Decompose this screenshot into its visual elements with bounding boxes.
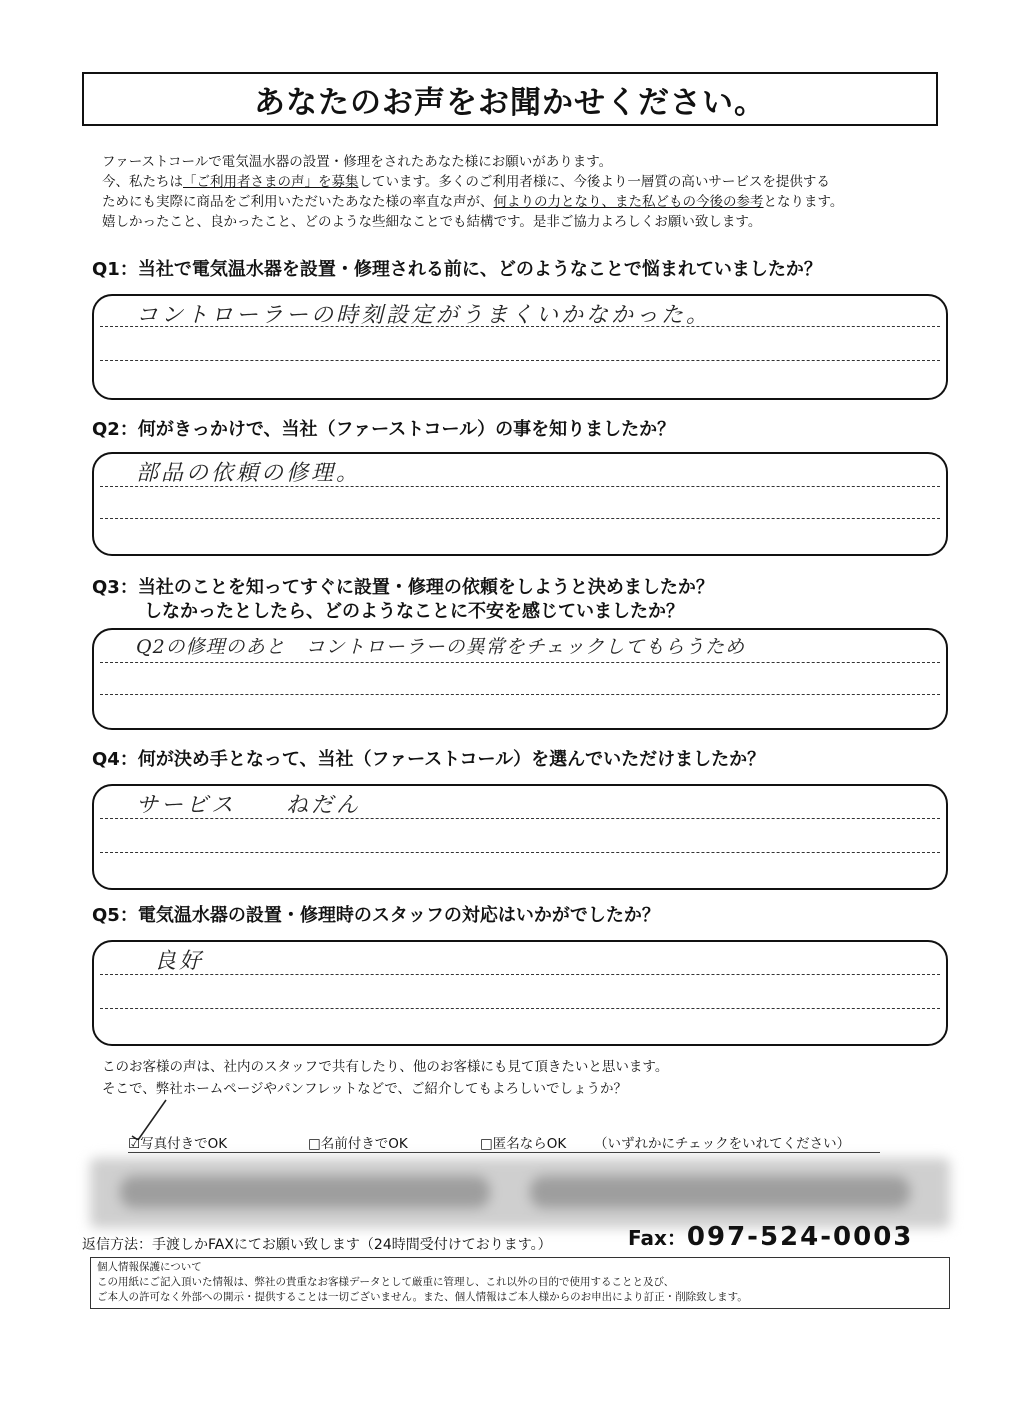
fax-label: Fax： <box>628 1226 687 1250</box>
option-anonymous-checkbox[interactable]: □匿名ならOK <box>480 1136 567 1152</box>
answer-box-1[interactable] <box>92 294 948 400</box>
intro-line-2-underlined: 「ご利用者さまの声」を募集 <box>183 174 359 190</box>
fax-number: 097-524-0003 <box>686 1222 914 1252</box>
question-3-line-1: Q3：当社のことを知ってすぐに設置・修理の依頼をしようと決めましたか？ <box>92 577 714 598</box>
intro-line-1: ファーストコールで電気温水器の設置・修理をされたあなた様にお願いがあります。 <box>102 154 613 170</box>
fax-number-block <box>628 1222 913 1252</box>
answer-box-3[interactable] <box>92 628 948 730</box>
intro-line-2 <box>102 172 942 192</box>
handwritten-answer-4: サービス ねだん <box>136 793 362 818</box>
consent-line-2: そこで、弊社ホームページやパンフレットなどで、ご紹介してもよろしいでしょうか？ <box>102 1081 628 1097</box>
answer-box-5[interactable] <box>92 940 948 1046</box>
answer-line <box>100 1008 940 1009</box>
privacy-line-2: この用紙にご記入頂いた情報は、弊社の貴重なお客様データとして厳重に管理し、これ以外の目的で使用することと及び、 <box>97 1276 675 1288</box>
redacted-block <box>120 1176 490 1208</box>
privacy-notice <box>90 1257 950 1309</box>
consent-options <box>128 1130 880 1153</box>
redacted-block <box>530 1176 910 1208</box>
question-3 <box>92 576 714 624</box>
answer-line <box>100 662 940 663</box>
question-1: Q1：当社で電気温水器を設置・修理される前に、どのようなことで悩まれていましたか？ <box>92 259 822 280</box>
handwritten-answer-1: コントローラーの時刻設定がうまくいかなかった。 <box>136 303 712 328</box>
intro-line-3b: となります。 <box>763 194 844 210</box>
intro-line-4: 嬉しかったこと、良かったこと、どのような些細なことでも結構です。是非ご協力よろしくお願い致します。 <box>102 214 762 230</box>
intro-text <box>102 152 942 232</box>
question-3-line-2: しなかったとしたら、どのようなことに不安を感じていましたか？ <box>144 601 684 622</box>
privacy-heading: 個人情報保護について <box>97 1261 202 1273</box>
option-name-checkbox[interactable]: □名前付きでOK <box>308 1136 408 1152</box>
intro-line-3a: ためにも実際に商品をご利用いただいたあなた様の率直な声が、 <box>102 194 494 210</box>
answer-line <box>100 852 940 853</box>
page-title: あなたのお声をお聞かせください。 <box>254 84 766 121</box>
question-2: Q2：何がきっかけで、当社（ファーストコール）の事を知りましたか？ <box>92 419 676 440</box>
reply-method: 返信方法：手渡しかFAXにてお願い致します（24時間受付けております。） <box>82 1237 552 1253</box>
option-note: （いずれかにチェックをいれてください） <box>594 1136 851 1152</box>
answer-box-2[interactable] <box>92 452 948 556</box>
option-photo-checkbox[interactable]: ☑写真付きでOK <box>128 1136 228 1152</box>
intro-line-3 <box>102 192 942 212</box>
answer-line <box>100 360 940 361</box>
intro-line-3-underlined: 何よりの力となり、また私どもの今後の参考 <box>493 194 764 210</box>
answer-line <box>100 518 940 519</box>
question-5: Q5：電気温水器の設置・修理時のスタッフの対応はいかがでしたか？ <box>92 905 660 926</box>
handwritten-answer-5: 良好 <box>154 949 205 974</box>
redacted-signature-area <box>90 1158 950 1228</box>
handwritten-answer-2: 部品の依頼の修理。 <box>136 461 362 486</box>
answer-box-4[interactable] <box>92 784 948 890</box>
privacy-line-3: ご本人の許可なく外部への開示・提供することは一切ございません。また、個人情報はご本人様からのお申出により訂正・削除致します。 <box>97 1291 748 1303</box>
question-4: Q4：何が決め手となって、当社（ファーストコール）を選んでいただけましたか？ <box>92 749 766 770</box>
answer-line <box>100 694 940 695</box>
intro-line-2b: しています。多くのご利用者様に、今後より一層質の高いサービスを提供する <box>358 174 830 190</box>
handwritten-answer-3: Q2の修理のあと コントローラーの異常をチェックしてもらうため <box>136 636 746 658</box>
intro-line-2a: 今、私たちは <box>102 174 183 190</box>
answer-line <box>100 974 940 975</box>
title-box <box>82 72 938 126</box>
consent-line-1: このお客様の声は、社内のスタッフで共有したり、他のお客様にも見て頂きたいと思います。 <box>102 1059 669 1075</box>
consent-text <box>102 1056 668 1100</box>
